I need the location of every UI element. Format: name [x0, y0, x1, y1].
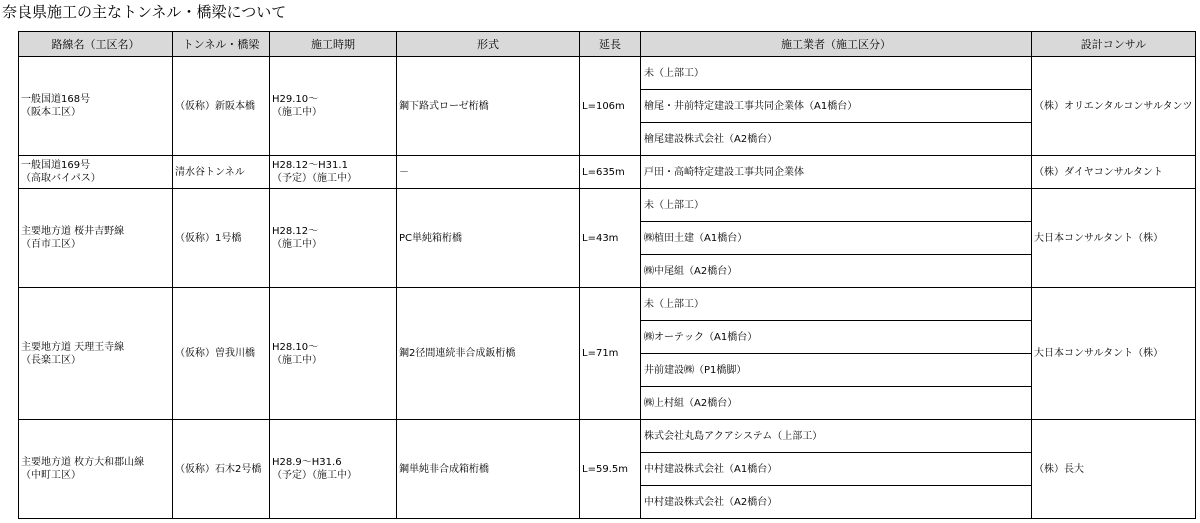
- page-title: 奈良県施工の主なトンネル・橋梁について: [2, 3, 287, 21]
- header-structure: トンネル・橋梁: [173, 32, 270, 57]
- table-row: [19, 420, 1196, 453]
- header-length: 延長: [580, 32, 641, 57]
- length-cell: L=43m: [580, 189, 641, 288]
- contractor-cell: 檜尾・井前特定建設工事共同企業体（A1橋台）: [641, 90, 1032, 123]
- period-cell: H28.12～H31.1 （予定）（施工中）: [270, 156, 397, 189]
- consultant-cell: 大日本コンサルタント（株）: [1032, 189, 1196, 288]
- contractor-cell: ㈱中尾組（A2橋台）: [641, 255, 1032, 288]
- header-type: 形式: [397, 32, 580, 57]
- route-cell: 主要地方道 桜井吉野線 （百市工区）: [19, 189, 173, 288]
- header-period: 施工時期: [270, 32, 397, 57]
- structure-cell: （仮称）曽我川橋: [173, 288, 270, 420]
- table-row: [19, 156, 1196, 189]
- route-cell: 主要地方道 枚方大和郡山線 （中町工区）: [19, 420, 173, 519]
- contractor-cell: 中村建設株式会社（A1橋台）: [641, 453, 1032, 486]
- contractor-cell: ㈱植田土建（A1橋台）: [641, 222, 1032, 255]
- contractor-cell: 未（上部工）: [641, 189, 1032, 222]
- contractor-cell: ㈱上村組（A2橋台）: [641, 387, 1032, 420]
- period-cell: H28.9～H31.6 （予定）（施工中）: [270, 420, 397, 519]
- table-row: [19, 189, 1196, 222]
- contractor-cell: 未（上部工）: [641, 57, 1032, 90]
- works-table: [18, 31, 1196, 519]
- table-row: [19, 57, 1196, 90]
- period-cell: H28.12～ （施工中）: [270, 189, 397, 288]
- route-cell: 一般国道168号 （阪本工区）: [19, 57, 173, 156]
- type-cell: 鋼単純非合成箱桁橋: [397, 420, 580, 519]
- type-cell: 鋼2径間連続非合成鈑桁橋: [397, 288, 580, 420]
- structure-cell: （仮称）1号橋: [173, 189, 270, 288]
- length-cell: L=106m: [580, 57, 641, 156]
- table-row: [19, 288, 1196, 321]
- contractor-cell: 株式会社丸島アクアシステム（上部工）: [641, 420, 1032, 453]
- header-row: [19, 32, 1196, 57]
- consultant-cell: 大日本コンサルタント（株）: [1032, 288, 1196, 420]
- contractor-cell: 戸田・高崎特定建設工事共同企業体: [641, 156, 1032, 189]
- route-cell: 主要地方道 天理王寺線 （長楽工区）: [19, 288, 173, 420]
- type-cell: 鋼下路式ローゼ桁橋: [397, 57, 580, 156]
- table-body: [19, 57, 1196, 519]
- consultant-cell: （株）長大: [1032, 420, 1196, 519]
- table-header: [19, 32, 1196, 57]
- structure-cell: 清水谷トンネル: [173, 156, 270, 189]
- contractor-cell: 井前建設㈱（P1橋脚）: [641, 354, 1032, 387]
- length-cell: L=59.5m: [580, 420, 641, 519]
- contractor-cell: 中村建設株式会社（A2橋台）: [641, 486, 1032, 519]
- type-cell: －: [397, 156, 580, 189]
- structure-cell: （仮称）石木2号橋: [173, 420, 270, 519]
- length-cell: L=635m: [580, 156, 641, 189]
- contractor-cell: 未（上部工）: [641, 288, 1032, 321]
- header-contractor: 施工業者（施工区分）: [641, 32, 1032, 57]
- length-cell: L=71m: [580, 288, 641, 420]
- period-cell: H28.10～ （施工中）: [270, 288, 397, 420]
- type-cell: PC単純箱桁橋: [397, 189, 580, 288]
- structure-cell: （仮称）新阪本橋: [173, 57, 270, 156]
- route-cell: 一般国道169号 （高取バイパス）: [19, 156, 173, 189]
- header-consultant: 設計コンサル: [1032, 32, 1196, 57]
- contractor-cell: ㈱オーテック（A1橋台）: [641, 321, 1032, 354]
- consultant-cell: （株）ダイヤコンサルタント: [1032, 156, 1196, 189]
- period-cell: H29.10～ （施工中）: [270, 57, 397, 156]
- contractor-cell: 檜尾建設株式会社（A2橋台）: [641, 123, 1032, 156]
- consultant-cell: （株）オリエンタルコンサルタンツ: [1032, 57, 1196, 156]
- header-route: 路線名（工区名）: [19, 32, 173, 57]
